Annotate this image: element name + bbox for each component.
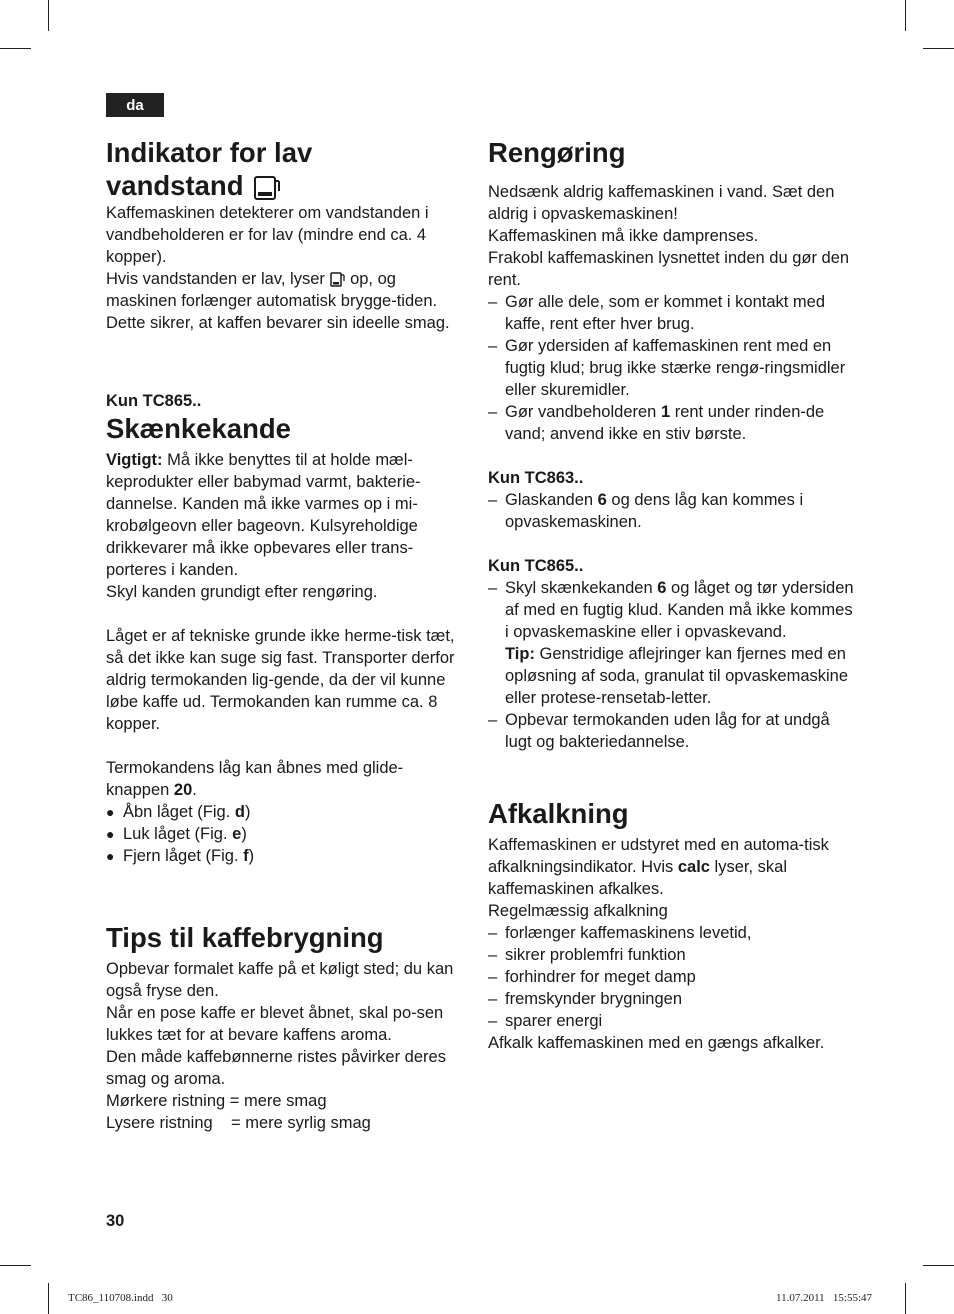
list-item: – sparer energi: [488, 1010, 858, 1032]
heading-water-indicator: Indikator for lav vandstand: [106, 137, 313, 201]
descale-list: [488, 922, 858, 1032]
list-item: – Gør ydersiden af kaffemaskinen rent med en fugtig klud; brug ikke stærke rengø-ringsmidler eller skuremidler.: [488, 335, 858, 401]
list-item: – Gør alle dele, som er kommet i kontakt med kaffe, rent efter hver brug.: [488, 291, 858, 335]
crop-mark: [48, 1283, 49, 1314]
crop-mark: [0, 1265, 31, 1266]
crop-mark: [0, 48, 31, 49]
water-tank-icon: [329, 272, 345, 288]
jug-lid-paragraph: Låget er af tekniske grunde ikke herme-tisk tæt, så det ikke kan suge sig fast. Transporter derfor aldrig termokanden lig-gende, da der vil kunne løbe kaffe ud. Termokanden kan rumme ca. 8 kopper.: [106, 627, 455, 733]
crop-mark: [923, 48, 954, 49]
model-note: Kun TC865..: [106, 392, 202, 410]
clean-list: [488, 291, 858, 445]
left-column: [106, 136, 466, 1134]
water-paragraph-1: Kaffemaskinen detekterer om vandstanden i vandbeholderen er for lav (mindre end ca. 4 kopper).: [106, 204, 429, 266]
tc865-list: [488, 577, 858, 753]
language-tag: da: [106, 93, 164, 117]
tips-paragraph-1: Opbevar formalet kaffe på et køligt sted; du kan også fryse den.: [106, 960, 454, 1000]
tc863-list: [488, 489, 858, 533]
heading-jug: Skænkekande: [106, 413, 291, 444]
descale-paragraph: Kaffemaskinen er udstyret med en automa-tisk afkalkningsindikator. Hvis calc lyser, skal kaffemaskinen afkalkes.: [488, 836, 829, 898]
roast-light: Lysere ristning = mere syrlig smag: [106, 1114, 371, 1132]
crop-mark: [923, 1265, 954, 1266]
list-item: – forhindrer for meget damp: [488, 966, 858, 988]
crop-mark: [48, 0, 49, 31]
list-item: ● Luk låget (Fig. e): [106, 823, 466, 845]
roast-dark: Mørkere ristning = mere smag: [106, 1092, 327, 1110]
list-item: – fremskynder brygningen: [488, 988, 858, 1010]
footer-timestamp: 11.07.2011 15:55:47: [776, 1292, 873, 1304]
heading-cleaning: Rengøring: [488, 137, 626, 168]
heading-tips: Tips til kaffebrygning: [106, 922, 384, 953]
list-item: – Gør vandbeholderen 1 rent under rinden-de vand; anvend ikke en stiv børste.: [488, 401, 858, 445]
right-column: [488, 136, 858, 1054]
jug-important: Vigtigt: Må ikke benyttes til at holde mæl-keprodukter eller babymad varmt, bakterie-dannelse. Kanden må ikke varmes op i mi-krobølgeovn eller bageovn. Kulsyreholdige drikkevarer må ikke opbevares eller trans-porteres i kanden.: [106, 451, 421, 579]
lid-bullet-list: [106, 801, 466, 867]
list-item: – Glaskanden 6 og dens låg kan kommes i opvaskemaskinen.: [488, 489, 858, 533]
footer-file-info: TC86_110708.indd 30: [68, 1292, 173, 1304]
list-item: – forlænger kaffemaskinens levetid,: [488, 922, 858, 944]
descale-regular: Regelmæssig afkalkning: [488, 902, 668, 920]
model-note-tc865: Kun TC865..: [488, 557, 584, 575]
jug-slide-paragraph: Termokandens låg kan åbnes med glide-knappen 20.: [106, 759, 404, 799]
list-item: – Skyl skænkekanden 6 og låget og tør ydersiden af med en fugtig klud. Kanden må ikke kommes i opvaskemaskine eller i opvaskevand. Tip: Genstridige aflejringer kan fjernes med en opløsning af soda, granulat til opvaskemaskine eller protese-rensetab-letter.: [488, 577, 858, 709]
jug-rinse: Skyl kanden grundigt efter rengøring.: [106, 583, 378, 601]
clean-paragraph-1: Nedsænk aldrig kaffemaskinen i vand. Sæt den aldrig i opvaskemaskinen!: [488, 183, 835, 223]
page-number: 30: [106, 1212, 125, 1230]
list-item: ● Åbn låget (Fig. d): [106, 801, 466, 823]
list-item: – Opbevar termokanden uden låg for at undgå lugt og bakteriedannelse.: [488, 709, 858, 753]
list-item: – sikrer problemfri funktion: [488, 944, 858, 966]
clean-paragraph-2: Kaffemaskinen må ikke damprenses.: [488, 227, 759, 245]
clean-paragraph-3: Frakobl kaffemaskinen lysnettet inden du gør den rent.: [488, 249, 850, 289]
tips-paragraph-3: Den måde kaffebønnerne ristes påvirker deres smag og aroma.: [106, 1048, 446, 1088]
crop-mark: [905, 0, 906, 31]
water-paragraph-2: Hvis vandstanden er lav, lyser op, og maskinen forlænger automatisk brygge-tiden. Dette sikrer, at kaffen bevarer sin ideelle smag.: [106, 270, 450, 332]
list-item: ● Fjern låget (Fig. f): [106, 845, 466, 867]
tips-paragraph-2: Når en pose kaffe er blevet åbnet, skal po-sen lukkes tæt for at bevare kaffens aroma.: [106, 1004, 444, 1044]
model-note-tc863: Kun TC863..: [488, 469, 584, 487]
crop-mark: [905, 1283, 906, 1314]
descale-end: Afkalk kaffemaskinen med en gængs afkalker.: [488, 1034, 825, 1052]
water-tank-icon: [251, 175, 281, 201]
heading-descaling: Afkalkning: [488, 798, 629, 829]
